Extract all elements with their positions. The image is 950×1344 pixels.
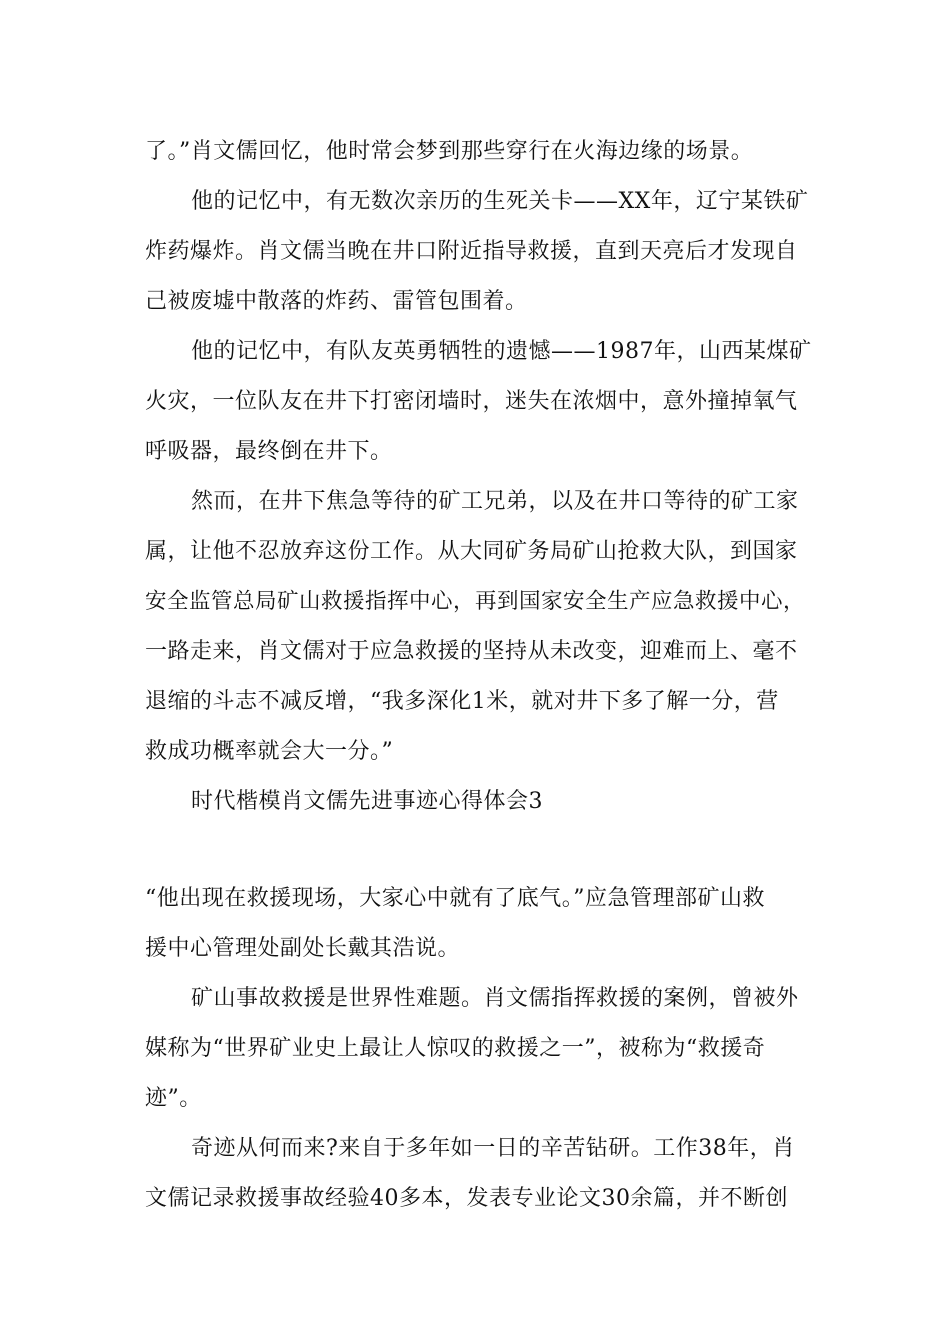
text-line: 迹”。 bbox=[145, 1086, 202, 1111]
text-line: 属，让他不忍放弃这份工作。从大同矿务局矿山抢救大队，到国家 bbox=[145, 539, 798, 564]
text-line: “他出现在救援现场，大家心中就有了底气。”应急管理部矿山救 bbox=[145, 886, 765, 911]
text-line: 一路走来，肖文儒对于应急救援的坚持从未改变，迎难而上、毫不 bbox=[145, 639, 798, 664]
paragraph-first-line: 奇迹从何而来?来自于多年如一日的辛苦钻研。工作38年，肖 bbox=[191, 1136, 795, 1161]
text-line: 了。”肖文儒回忆，他时常会梦到那些穿行在火海边缘的场景。 bbox=[145, 139, 754, 164]
text-line: 救成功概率就会大一分。” bbox=[145, 739, 394, 764]
text-line: 呼吸器，最终倒在井下。 bbox=[145, 439, 393, 464]
text-line: 文儒记录救援事故经验40多本，发表专业论文30余篇，并不断创 bbox=[145, 1186, 788, 1211]
text-line: 援中心管理处副处长戴其浩说。 bbox=[145, 936, 461, 961]
text-line: 退缩的斗志不减反增，“我多深化1米，就对井下多了解一分，营 bbox=[145, 689, 779, 714]
paragraph-first-line: 他的记忆中，有无数次亲历的生死关卡——XX年，辽宁某铁矿 bbox=[191, 189, 809, 214]
text-line: 火灾，一位队友在井下打密闭墙时，迷失在浓烟中，意外撞掉氧气 bbox=[145, 389, 798, 414]
text-line: 炸药爆炸。肖文儒当晚在井口附近指导救援，直到天亮后才发现自 bbox=[145, 239, 798, 264]
text-line: 媒称为“世界矿业史上最让人惊叹的救援之一”，被称为“救援奇 bbox=[145, 1036, 766, 1061]
section-heading: 时代楷模肖文儒先进事迹心得体会3 bbox=[191, 789, 543, 814]
text-line: 安全监管总局矿山救援指挥中心，再到国家安全生产应急救援中心， bbox=[145, 589, 806, 614]
paragraph-first-line: 然而，在井下焦急等待的矿工兄弟，以及在井口等待的矿工家 bbox=[191, 489, 799, 514]
paragraph-first-line: 矿山事故救援是世界性难题。肖文儒指挥救援的案例，曾被外 bbox=[191, 986, 799, 1011]
text-line: 己被废墟中散落的炸药、雷管包围着。 bbox=[145, 289, 528, 314]
paragraph-first-line: 他的记忆中，有队友英勇牺牲的遗憾——1987年，山西某煤矿 bbox=[191, 339, 812, 364]
